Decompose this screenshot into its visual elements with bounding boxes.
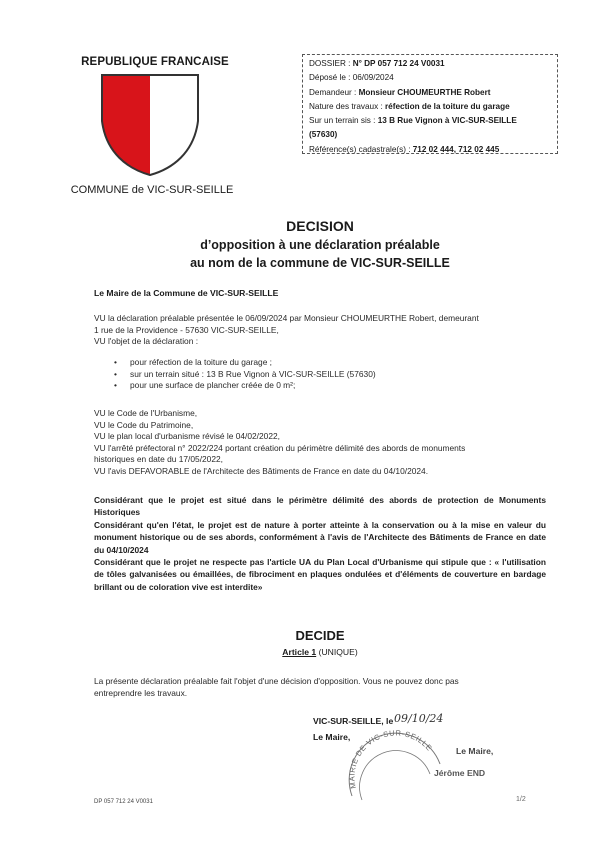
- vu-block-2: [94, 408, 546, 478]
- vu-block-1: [94, 313, 546, 348]
- decision-line: La présente déclaration préalable fait l'objet d'une décision d'opposition. Vous ne pouvez donc pas: [94, 676, 459, 686]
- vu-line: VU l'objet de la déclaration :: [94, 336, 199, 347]
- coat-of-arms-icon: [98, 71, 202, 179]
- decide-heading: DECIDE: [295, 628, 345, 643]
- considerant-paragraph: Considérant que le projet ne respecte pas l'article UA du Plan Local d'Urbanisme qui stipule que : « l'utilisation de tôles galvanisées ou émaillées, de fibrociment en plaques ondulées et d'éléments de couverture en bardage brillant ou de coloration vive est interdite»: [94, 557, 546, 592]
- vu-line: VU le plan local d'urbanisme révisé le 04/02/2022,: [94, 431, 280, 442]
- stamp-le-maire-label: Le Maire,: [456, 746, 494, 756]
- decision-line: entreprendre les travaux.: [94, 688, 188, 698]
- maire-heading: Le Maire de la Commune de VIC-SUR-SEILLE: [94, 288, 279, 298]
- vu-line: VU la déclaration préalable présentée le 06/09/2024 par Monsieur CHOUMEURTHE Robert, demeurant: [94, 313, 479, 323]
- cadastral-reference-line: Référence(s) cadastrale(s) : 712 02 444, 712 02 445: [309, 144, 500, 154]
- list-item: • pour réfection de la toiture du garage ;: [114, 357, 273, 367]
- article-suffix: (UNIQUE): [318, 647, 358, 657]
- decision-title: DECISION: [286, 218, 354, 234]
- article-heading: [0, 647, 595, 657]
- vu-line: VU l'avis DEFAVORABLE de l'Architecte des Bâtiments de France en date du 04/10/2024.: [94, 465, 429, 476]
- vu-line: VU le Code de l'Urbanisme,: [94, 408, 198, 418]
- vu-line: VU l'arrêté préfectoral n° 2022/224 portant création du périmètre délimité des abords de monuments: [94, 442, 466, 453]
- vu-line: VU le Code du Patrimoine,: [94, 419, 194, 430]
- mairie-stamp-icon: [338, 726, 448, 806]
- bullet-icon: •: [114, 357, 117, 367]
- page-number: 1/2: [516, 796, 526, 803]
- work-nature-line: Nature des travaux : réfection de la toiture du garage: [309, 101, 510, 111]
- bullet-icon: •: [114, 380, 117, 391]
- deposit-date-line: Déposé le : 06/09/2024: [309, 73, 394, 83]
- signer-name: Jérôme END: [434, 768, 486, 778]
- declaration-object-list: [112, 357, 376, 392]
- decision-subtitle-2: au nom de la commune de VIC-SUR-SEILLE: [190, 256, 450, 270]
- vu-line: historiques en date du 17/05/2022,: [94, 454, 223, 465]
- stamp-text: MAIRIE DE VIC-SUR-SEILLE: [347, 728, 435, 790]
- considerants-block: [94, 494, 546, 593]
- considerant-paragraph: Considérant qu'en l'état, le projet est de nature à porter atteinte à la conservation ou à la mise en valeur du monument historique ou de ses abords, conformément à l'avis de l'Architecte des Bâtiments de France en date du 04/10/2024: [94, 519, 546, 555]
- list-item: • sur un terrain situé : 13 B Rue Vignon à VIC-SUR-SEILLE (57630): [114, 368, 376, 379]
- footer-dossier-ref: DP 057 712 24 V0031: [94, 799, 153, 805]
- signature-place: VIC-SUR-SEILLE, le: [313, 716, 394, 726]
- site-address-line: Sur un terrain sis : 13 B Rue Vignon à VIC-SUR-SEILLE: [309, 116, 517, 126]
- handwritten-date: 09/10/24: [394, 712, 444, 725]
- dossier-info-box: [302, 54, 558, 154]
- decision-subtitle-1: d’opposition à une déclaration préalable: [200, 238, 440, 252]
- considerant-paragraph: Considérant que le projet est situé dans le périmètre délimité des abords de protection de Monuments Historiques: [94, 495, 546, 518]
- vu-line: 1 rue de la Providence - 57630 VIC-SUR-SEILLE,: [94, 324, 279, 335]
- bullet-icon: •: [114, 368, 117, 379]
- list-item: • pour une surface de plancher créée de 0 m²;: [114, 380, 296, 391]
- le-maire-label: Le Maire,: [313, 732, 351, 742]
- decision-text: [94, 675, 514, 699]
- site-postcode-line: (57630): [309, 130, 338, 140]
- article-title: Article 1: [282, 647, 317, 657]
- commune-label: COMMUNE de VIC-SUR-SEILLE: [70, 184, 234, 196]
- applicant-line: Demandeur : Monsieur CHOUMEURTHE Robert: [309, 87, 491, 97]
- dossier-number-line: DOSSIER : N° DP 057 712 24 V0031: [309, 59, 445, 68]
- republique-francaise-label: REPUBLIQUE FRANCAISE: [81, 56, 229, 68]
